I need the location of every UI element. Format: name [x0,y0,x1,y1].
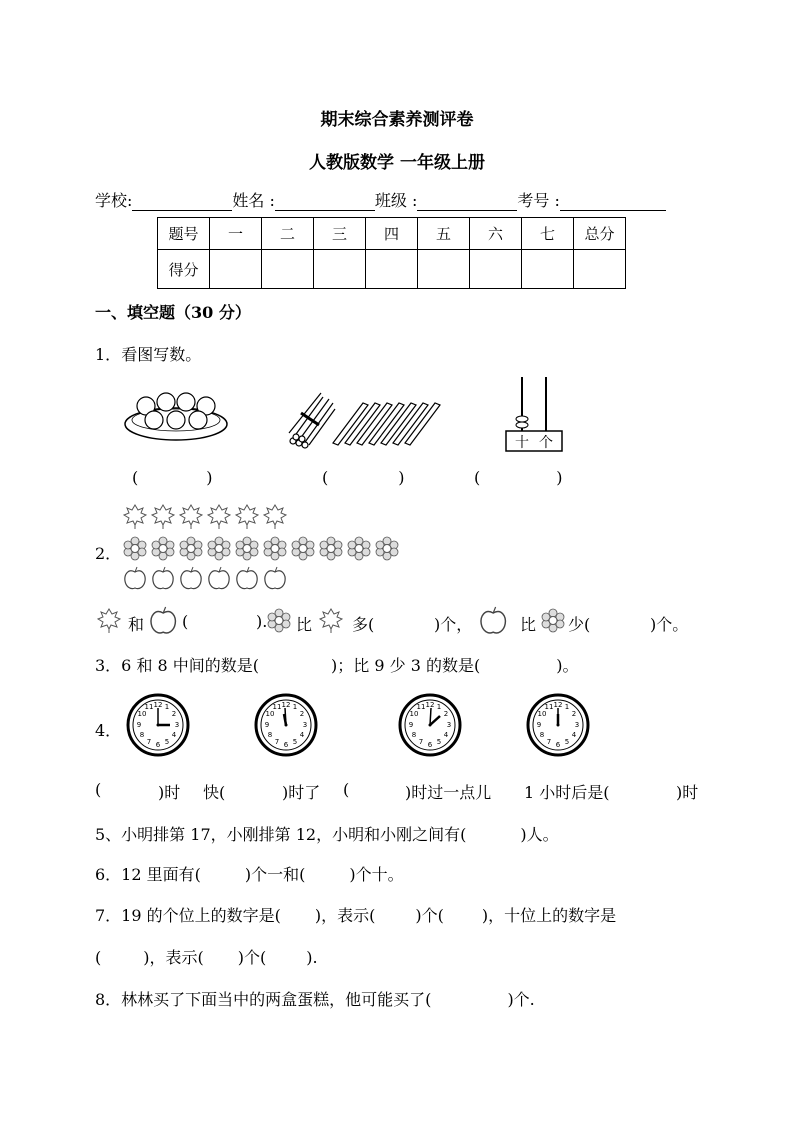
class-blank[interactable] [417,194,517,211]
svg-text:9: 9 [136,721,142,729]
q1-answer-2[interactable]: ( ) [322,468,405,487]
apple-plate-image [124,390,228,442]
q4-number: 4． [95,721,122,740]
clock-1-icon [126,694,190,756]
score-input-cell[interactable] [262,250,314,289]
score-table-score-row [158,250,626,289]
q4-ans-3-open[interactable]: ( [343,780,350,799]
flower-icon [268,609,292,633]
school-label: 学校: [95,191,133,210]
q4-ans-1-open[interactable]: ( [95,780,102,799]
apple-icon [150,607,178,635]
svg-text:11: 11 [144,703,154,711]
score-input-cell[interactable] [574,250,626,289]
q2-pictures [122,503,402,593]
svg-text:4: 4 [171,731,177,739]
svg-text:6: 6 [155,741,161,749]
leaf-icon [320,607,344,635]
score-input-cell[interactable] [522,250,574,289]
svg-text:7: 7 [146,738,152,746]
question-7-line-2: ( )，表示( )个( ). [95,948,318,967]
question-8: 8．林林买了下面当中的两盒蛋糕，他可能买了( )个. [95,990,535,1009]
q2-ge-2: )个。 [650,615,689,634]
score-input-cell[interactable] [470,250,522,289]
q2-ge-1: )个， [434,615,473,634]
question-1 [95,342,201,365]
q2-blank-1-close: ). [256,612,268,631]
q4-ans-3-close: )时过一点儿 [405,783,492,802]
q2-duo: 多( [352,615,375,634]
clock-2-icon [254,694,318,756]
score-cell: 一 [210,218,262,250]
abacus-tens-label: 十 [515,435,529,451]
q2-he: 和 [128,615,145,634]
score-cell: 题号 [158,218,210,250]
leaf-icon [98,607,122,635]
apple-icon [480,607,508,635]
score-cell: 五 [418,218,470,250]
name-label: 姓名 : [232,191,275,210]
q4-ans-4-close: )时 [676,783,699,802]
exam-number-blank[interactable] [560,194,666,211]
svg-text:8: 8 [139,731,145,739]
question-7-line-1: 7．19 的个位上的数字是( )，表示( )个( )，十位上的数字是 [95,906,617,925]
svg-text:12: 12 [153,701,163,709]
q4-ans-1-close: )时 [158,783,181,802]
q1-text: 看图写数。 [121,345,202,364]
q1-number: 1． [95,345,122,364]
svg-text:5: 5 [164,738,170,746]
q1-answer-3[interactable]: ( ) [474,468,563,487]
name-blank[interactable] [275,194,375,211]
clock-4-icon [526,694,590,756]
school-blank[interactable] [132,194,232,211]
section-heading: 一、填空题（30 分） [95,303,251,322]
score-table [157,217,626,289]
exam-subtitle: 人教版数学 一年级上册 [309,153,485,173]
score-cell: 四 [366,218,418,250]
score-cell: 七 [522,218,574,250]
score-row-label: 得分 [158,250,210,289]
score-input-cell[interactable] [314,250,366,289]
q2-bi-1: 比 [296,615,313,634]
exam-number-label: 考号 : [517,191,560,210]
score-table-header-row [158,218,626,250]
flower-icon [542,609,566,633]
q4-ans-2-close: )时了 [282,783,321,802]
score-cell: 六 [470,218,522,250]
score-input-cell[interactable] [366,250,418,289]
score-cell: 总分 [574,218,626,250]
info-row [95,188,666,211]
clock-3-icon [398,694,462,756]
class-label: 班级 : [374,191,418,210]
q4-ans-2-open[interactable]: 快( [203,783,226,802]
sticks-bundle-image [283,393,445,453]
score-input-cell[interactable] [418,250,470,289]
svg-text:3: 3 [174,721,180,729]
q2-blank-1-open: ( [182,612,189,631]
score-cell: 三 [314,218,366,250]
question-6: 6．12 里面有( )个一和( )个十。 [95,865,404,884]
exam-title: 期末综合素养测评卷 [320,110,474,130]
q4-ans-4-open[interactable]: 1 小时后是( [524,783,610,802]
abacus-ones-label: 个 [539,435,553,451]
question-5: 5、小明排第 17，小刚排第 12，小明和小刚之间有( )人。 [95,825,559,844]
svg-text:1: 1 [164,703,170,711]
q1-answer-1[interactable]: ( ) [132,468,213,487]
svg-text:10: 10 [137,710,147,718]
score-cell: 二 [262,218,314,250]
question-3: 3．6 和 8 中间的数是( )；比 9 少 3 的数是( )。 [95,656,579,675]
q2-bi-2: 比 [520,615,537,634]
score-input-cell[interactable] [210,250,262,289]
q2-shao: 少( [568,615,591,634]
abacus-image [500,375,570,455]
q2-number: 2． [95,544,122,563]
svg-text:2: 2 [171,710,177,718]
